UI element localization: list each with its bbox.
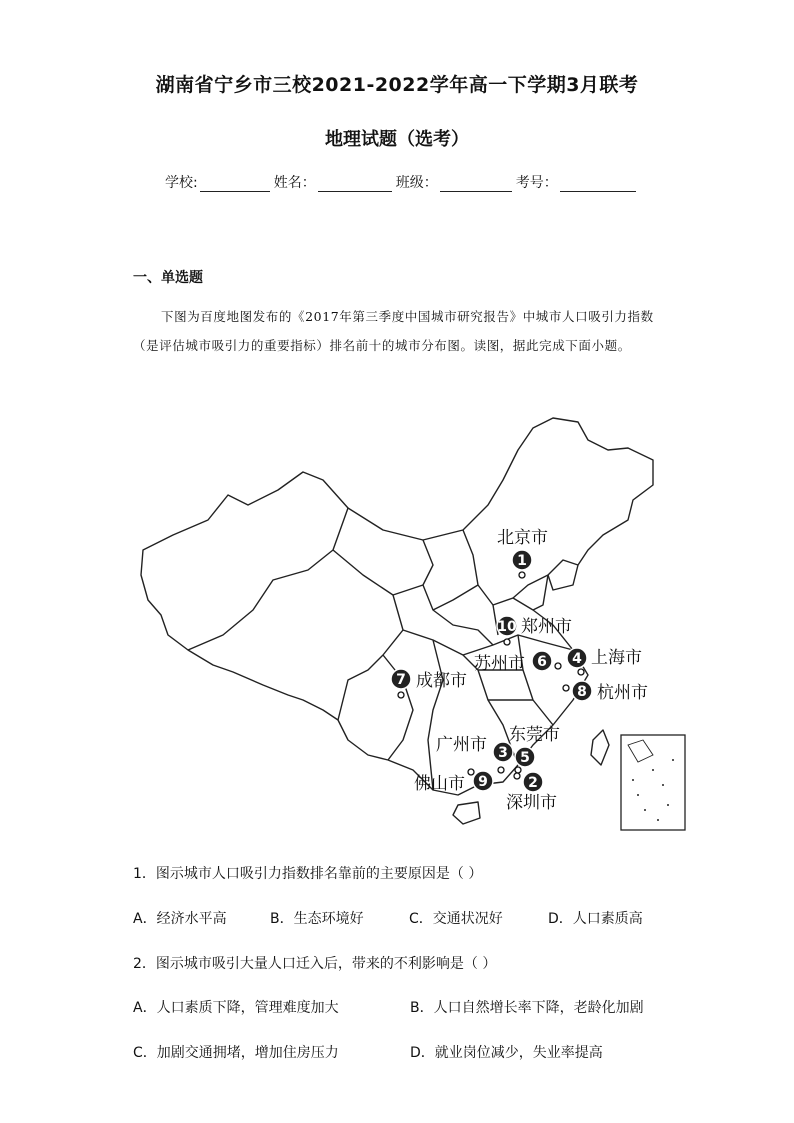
city-dot [515, 767, 521, 773]
intro-paragraph: 下图为百度地图发布的《2017年第三季度中国城市研究报告》中城市人口吸引力指数（是评估城市吸引力的重要指标）排名前十的城市分布图。读图，据此完成下面小题。 [133, 309, 654, 353]
city-dot [519, 572, 525, 578]
student-info-row [165, 172, 640, 192]
city-marker-4 [567, 648, 642, 675]
question-1-option-c[interactable]: C．交通状况好 [409, 911, 503, 927]
city-name-label: 深圳市 [506, 793, 557, 813]
city-name-label: 郑州市 [521, 617, 572, 637]
china-city-map [133, 410, 693, 840]
city-marker-2 [506, 772, 557, 813]
city-marker-7 [391, 669, 467, 698]
rank-number: 5 [520, 750, 530, 766]
city-dot [578, 669, 584, 675]
city-marker-9 [414, 769, 493, 794]
rank-number: 2 [528, 775, 538, 791]
map-outline [141, 418, 653, 824]
number-blank[interactable] [560, 177, 636, 192]
city-name-label: 北京市 [497, 528, 548, 548]
name-label: 姓名： [273, 175, 316, 191]
question-1-option-d[interactable]: D．人口素质高 [548, 911, 643, 927]
rank-number: 10 [497, 619, 517, 635]
class-blank[interactable] [440, 177, 512, 192]
city-marker-3 [436, 735, 513, 773]
school-blank[interactable] [200, 177, 270, 192]
page-title: 湖南省宁乡市三校2021-2022学年高一下学期3月联考 [155, 74, 639, 96]
question-1-stem: 1．图示城市人口吸引力指数排名靠前的主要原因是（ ） [133, 866, 483, 882]
class-label: 班级： [395, 175, 438, 191]
question-1-option-a[interactable]: A．经济水平高 [133, 911, 227, 927]
city-dot [563, 685, 569, 691]
city-marker-1 [497, 528, 548, 578]
question-2-stem: 2．图示城市吸引大量人口迁入后，带来的不利影响是（ ） [133, 956, 497, 972]
city-name-label: 广州市 [436, 735, 487, 755]
city-name-label: 成都市 [416, 671, 467, 691]
page-subtitle: 地理试题（选考） [325, 129, 469, 150]
city-name-label: 杭州市 [597, 683, 648, 703]
rank-number: 9 [478, 774, 488, 790]
question-2-option-a[interactable]: A．人口素质下降，管理难度加大 [133, 1000, 339, 1016]
city-marker-8 [563, 681, 648, 703]
city-dot [504, 639, 510, 645]
rank-number: 7 [396, 672, 406, 688]
section-heading: 一、单选题 [133, 270, 203, 286]
rank-number: 6 [537, 654, 547, 670]
school-label: 学校: [165, 175, 198, 191]
city-dot [498, 767, 504, 773]
question-1-option-b[interactable]: B．生态环境好 [270, 911, 364, 927]
city-dot [514, 773, 520, 779]
question-2-option-c[interactable]: C．加剧交通拥堵，增加住房压力 [133, 1045, 339, 1061]
city-name-label: 上海市 [591, 648, 642, 668]
city-dot [555, 663, 561, 669]
south-china-sea-inset [621, 735, 685, 830]
city-name-label: 东莞市 [509, 725, 560, 745]
question-2-option-b[interactable]: B．人口自然增长率下降，老龄化加剧 [410, 1000, 644, 1016]
rank-number: 1 [517, 553, 527, 569]
rank-number: 3 [498, 745, 508, 761]
city-marker-6 [474, 651, 561, 674]
city-name-label: 佛山市 [414, 774, 465, 794]
city-dot [468, 769, 474, 775]
city-dot [398, 692, 404, 698]
name-blank[interactable] [318, 177, 392, 192]
rank-number: 4 [572, 651, 582, 667]
number-label: 考号： [515, 175, 558, 191]
question-2-option-d[interactable]: D．就业岗位减少，失业率提高 [410, 1045, 603, 1061]
city-name-label: 苏州市 [474, 654, 525, 674]
rank-number: 8 [577, 684, 587, 700]
city-marker-10 [497, 616, 572, 645]
